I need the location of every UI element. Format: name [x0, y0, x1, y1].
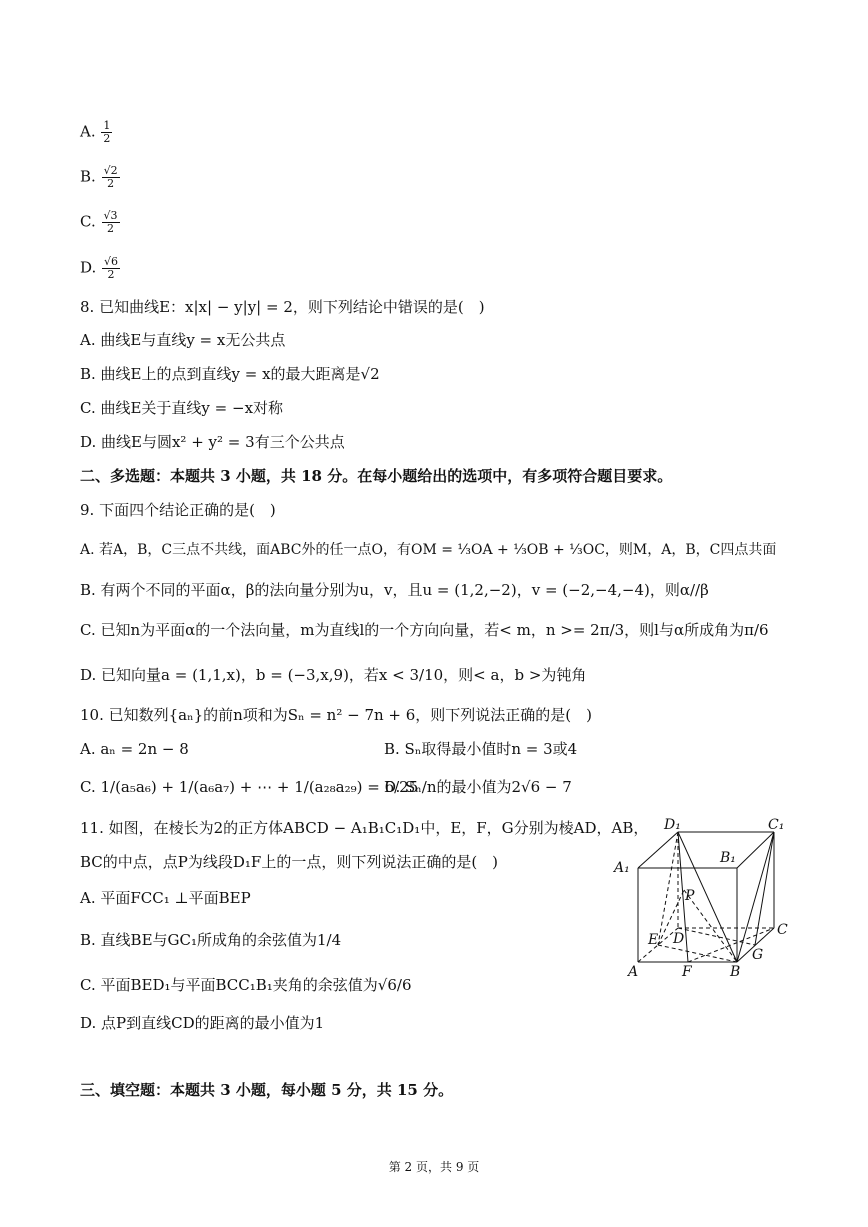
q11-stem-line2: BC的中点，点P为线段D₁F上的一点，则下列说法正确的是( ) [80, 853, 499, 871]
q8-option-b: B. 曲线E上的点到直线y = x的最大距离是√2 [80, 365, 380, 383]
label-a: A [628, 964, 639, 980]
fraction: $\frac{1}{2}$ [103, 119, 111, 145]
q10-stem: 10. 已知数列{aₙ}的前n项和为Sₙ = n² − 7n + 6，则下列说法正确的是( ) [80, 706, 593, 724]
q7-option-b [80, 165, 121, 190]
page-footer: 第 2 页，共 9 页 [388, 1160, 480, 1174]
cube-figure [612, 812, 802, 982]
label-a1: A₁ [614, 860, 630, 876]
label-b: B [730, 964, 741, 980]
q10-option-a: A. aₙ = 2n − 8 [80, 740, 189, 758]
option-letter: C. [80, 212, 96, 231]
q7-option-d [80, 256, 121, 281]
label-g: G [752, 947, 764, 963]
label-p: P [685, 888, 695, 904]
q11-option-b: B. 直线BE与GC₁所成角的余弦值为1/4 [80, 931, 342, 949]
label-c: C [777, 922, 788, 938]
label-e: E [648, 932, 659, 948]
section-2-heading: 二、多选题：本题共 3 小题，共 18 分。在每小题给出的选项中，有多项符合题目要求。 [80, 467, 673, 485]
option-letter: A. [80, 122, 96, 141]
q10-option-d: D. Sₙ/n的最小值为2√6 − 7 [384, 778, 572, 796]
q9-option-b: B. 有两个不同的平面α，β的法向量分别为u，v，且u = (1,2,−2)，v = (−2,−4,−4)，则α//β [80, 581, 709, 599]
q11-stem-line1: 11. 如图，在棱长为2的正方体ABCD − A₁B₁C₁D₁中，E，F，G分别为棱AD，AB， [80, 819, 649, 837]
label-d: D [673, 931, 685, 947]
q11-option-a: A. 平面FCC₁ ⊥平面BEP [80, 889, 251, 907]
q9-option-d: D. 已知向量a = (1,1,x)，b = (−3,x,9)，若x < 3/10，则< a，b >为钝角 [80, 666, 587, 684]
fraction: $\frac{√2}{2}$ [103, 164, 118, 190]
q7-option-a [80, 120, 113, 145]
option-letter: B. [80, 167, 96, 186]
fraction: $\frac{√6}{2}$ [104, 255, 119, 281]
q8-option-a: A. 曲线E与直线y = x无公共点 [80, 331, 286, 349]
label-c1: C₁ [768, 817, 785, 833]
option-letter: D. [80, 258, 97, 277]
q9-stem: 9. 下面四个结论正确的是( ) [80, 501, 276, 519]
section-3-heading: 三、填空题：本题共 3 小题，每小题 5 分，共 15 分。 [80, 1081, 454, 1099]
segment-dg [678, 928, 755, 945]
q11-option-d: D. 点P到直线CD的距离的最小值为1 [80, 1014, 325, 1032]
q8-option-d: D. 曲线E与圆x² + y² = 3有三个公共点 [80, 433, 345, 451]
q10-option-b: B. Sₙ取得最小值时n = 3或4 [384, 740, 578, 758]
segment-eb [658, 945, 737, 962]
label-f: F [682, 964, 692, 980]
q7-option-c [80, 210, 121, 235]
q9-option-a: A. 若A，B，C三点不共线，面ABC外的任一点O，有OM = ⅓OA + ⅓OB + ⅓OC，则M，A，B，C四点共面 [80, 542, 777, 558]
q9-option-c: C. 已知n为平面α的一个法向量，m为直线l的一个方向向量，若< m，n >= 2π/3，则l与α所成角为π/6 [80, 621, 769, 639]
q8-stem: 8. 已知曲线E：x|x| − y|y| = 2，则下列结论中错误的是( ) [80, 298, 485, 316]
edge-a1d1 [638, 832, 678, 868]
label-d1: D₁ [664, 817, 681, 833]
q10-option-c: C. 1/(a₅a₆) + 1/(a₆a₇) + ⋯ + 1/(a₂₈a₂₉) = 6/25 [80, 778, 419, 796]
segment-d1e [658, 832, 678, 945]
q11-option-c: C. 平面BED₁与平面BCC₁B₁夹角的余弦值为√6/6 [80, 976, 412, 994]
q8-option-c: C. 曲线E关于直线y = −x对称 [80, 399, 284, 417]
fraction: $\frac{√3}{2}$ [103, 209, 118, 235]
label-b1: B₁ [720, 850, 736, 866]
